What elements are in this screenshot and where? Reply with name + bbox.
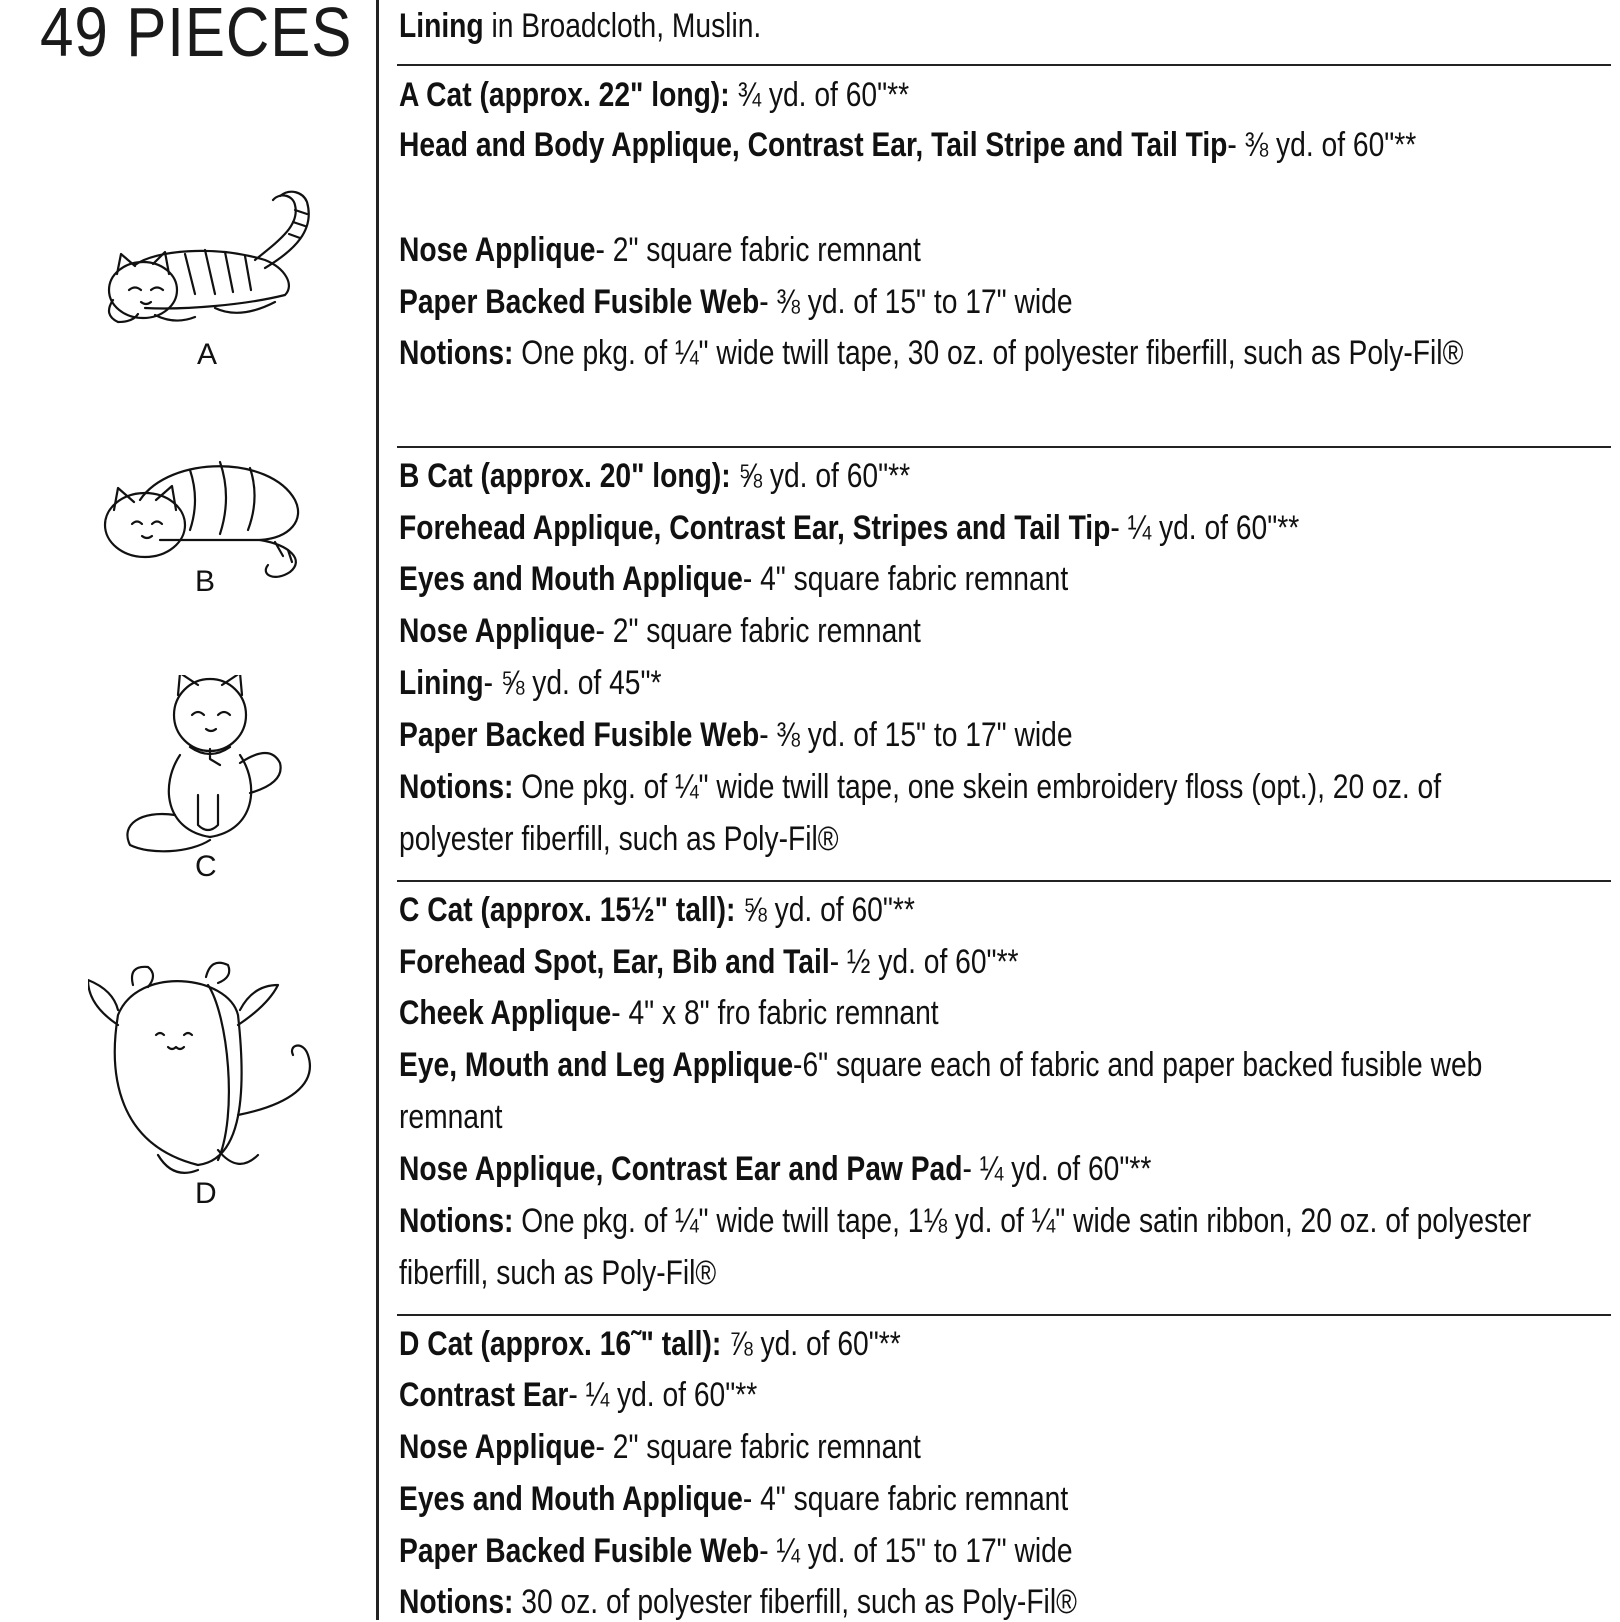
text-line: Lining in Broadcloth, Muslin. [399,7,762,45]
text-line: Nose Applique, Contrast Ear and Paw Pad- ¼ yd. of 60"** [399,1150,1152,1188]
text-line: Nose Applique- 2" square fabric remnant [399,1428,921,1466]
text-line: polyester fiberfill, such as Poly-Fil® [399,820,839,858]
cat-c-illustration [120,675,290,860]
text-line: Notions: One pkg. of ¼" wide twill tape, 1⅛ yd. of ¼" wide satin ribbon, 20 oz. of polyester [399,1202,1532,1240]
text-line: Forehead Applique, Contrast Ear, Stripes and Tail Tip- ¼ yd. of 60"** [399,509,1300,547]
text-line: remnant [399,1098,503,1136]
text-line: Eye, Mouth and Leg Applique-6" square each of fabric and paper backed fusible web [399,1046,1483,1084]
figure-label-b: B [195,565,216,598]
text-line: Notions: One pkg. of ¼" wide twill tape, 30 oz. of polyester fiberfill, such as Poly-Fil® [399,334,1464,372]
text-line: Notions: One pkg. of ¼" wide twill tape, one skein embroidery floss (opt.), 20 oz. of [399,768,1442,806]
text-line: Eyes and Mouth Applique- 4" square fabric remnant [399,1480,1069,1518]
text-line: Contrast Ear- ¼ yd. of 60"** [399,1376,758,1414]
text-line: fiberfill, such as Poly-Fil® [399,1254,717,1292]
text-line: A Cat (approx. 22" long): ¾ yd. of 60"** [399,76,910,114]
text-line: Forehead Spot, Ear, Bib and Tail- ½ yd. of 60"** [399,943,1019,981]
column-divider [376,0,379,1620]
text-line: Eyes and Mouth Applique- 4" square fabric remnant [399,560,1069,598]
figure-label-c: C [195,850,217,883]
text-line: B Cat (approx. 20" long): ⅝ yd. of 60"** [399,457,911,495]
text-line: Notions: 30 oz. of polyester fiberfill, such as Poly-Fil® [399,1583,1077,1621]
text-line: Paper Backed Fusible Web- ⅜ yd. of 15" to 17" wide [399,283,1073,321]
text-line: Paper Backed Fusible Web- ⅜ yd. of 15" to 17" wide [399,716,1073,754]
cat-a-illustration [95,190,325,355]
section-divider-1 [397,64,1611,66]
text-line: Paper Backed Fusible Web- ¼ yd. of 15" to 17" wide [399,1532,1073,1570]
text-line: C Cat (approx. 15½" tall): ⅝ yd. of 60"** [399,891,915,929]
text-line: Nose Applique- 2" square fabric remnant [399,231,921,269]
text-line: D Cat (approx. 16˜" tall): ⅞ yd. of 60"** [399,1325,901,1363]
text-line: Nose Applique- 2" square fabric remnant [399,612,921,650]
figure-label-d: D [195,1177,217,1210]
text-line: Head and Body Applique, Contrast Ear, Tail Stripe and Tail Tip- ⅜ yd. of 60"** [399,126,1417,164]
text-line: Lining- ⅝ yd. of 45"* [399,664,662,702]
section-divider-2 [397,446,1611,448]
section-divider-3 [397,880,1611,882]
text-line: Cheek Applique- 4" x 8" fro fabric remnant [399,994,939,1032]
figure-label-a: A [197,338,218,371]
cat-d-illustration [88,955,333,1190]
section-divider-4 [397,1314,1611,1316]
pieces-count-heading: 49 PIECES [40,0,353,71]
